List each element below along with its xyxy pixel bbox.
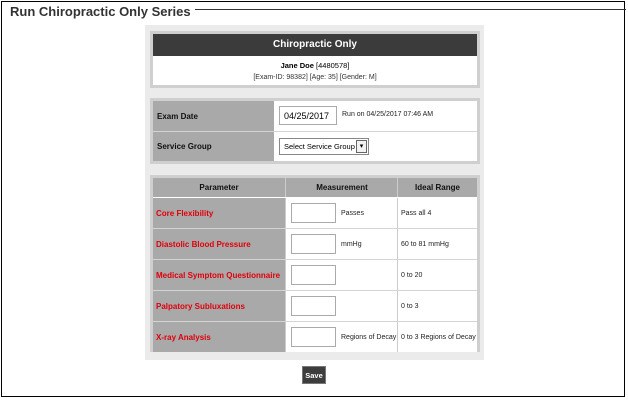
save-button[interactable]: Save [302,366,326,384]
patient-meta: [Exam-ID: 98382] [Age: 35] [Gender: M] [253,74,377,81]
measurement-cell [285,291,398,321]
core-flexibility-input[interactable] [291,203,336,223]
table-row [153,229,477,259]
patient-name: Jane Doe [280,61,314,70]
parameter-name: Diastolic Blood Pressure [153,229,285,259]
parameter-name: Medical Symptom Questionnaire [153,260,285,290]
measurement-table [150,175,480,352]
ideal-range: Pass all 4 [397,198,477,228]
measurement-cell [285,229,398,259]
run-on-text: Run on 04/25/2017 07:46 AM [342,111,434,118]
column-header-ideal-range: Ideal Range [397,178,477,197]
table-header [153,178,477,197]
table-row [153,291,477,321]
unit-label: Passes [341,210,364,217]
exam-date-label: Exam Date [153,101,274,131]
service-group-row [153,132,477,161]
measurement-cell [285,322,398,352]
patient-header [150,31,480,88]
page-title: Chiropractic Only [153,34,477,56]
measurement-cell [285,198,398,228]
service-group-select[interactable] [279,138,369,155]
ideal-range: 0 to 20 [397,260,477,290]
table-row [153,260,477,290]
unit-label: mmHg [341,241,362,248]
patient-name-line [153,61,477,70]
x-ray-analysis-input[interactable] [291,327,336,347]
ideal-range: 60 to 81 mmHg [397,229,477,259]
chevron-down-icon[interactable]: ▾ [356,140,367,153]
exam-date-input[interactable]: 04/25/2017 [279,106,337,125]
legend-rule [150,9,626,10]
table-row [153,198,477,228]
service-group-label: Service Group [153,132,274,161]
palpatory-subluxations-input[interactable] [291,296,336,316]
exam-info [150,98,480,164]
column-header-measurement: Measurement [285,178,398,197]
parameter-name: Core Flexibility [153,198,285,228]
patient-id: [4480578] [316,61,350,70]
fieldset-legend: Run Chiropractic Only Series [6,4,195,19]
unit-label: Regions of Decay [341,334,397,341]
parameter-name: Palpatory Subluxations [153,291,285,321]
service-group-cell [274,132,477,161]
diastolic-blood-pressure-input[interactable] [291,234,336,254]
parameter-name: X-ray Analysis [153,322,285,352]
exam-date-cell [274,101,477,131]
medical-symptom-questionnaire-input[interactable] [291,265,336,285]
ideal-range: 0 to 3 Regions of Decay [397,322,477,352]
column-header-parameter: Parameter [199,183,239,192]
measurement-cell [285,260,398,290]
exam-date-row [153,101,477,131]
table-row [153,322,477,352]
service-group-value: Select Service Group [284,142,355,151]
ideal-range: 0 to 3 [397,291,477,321]
